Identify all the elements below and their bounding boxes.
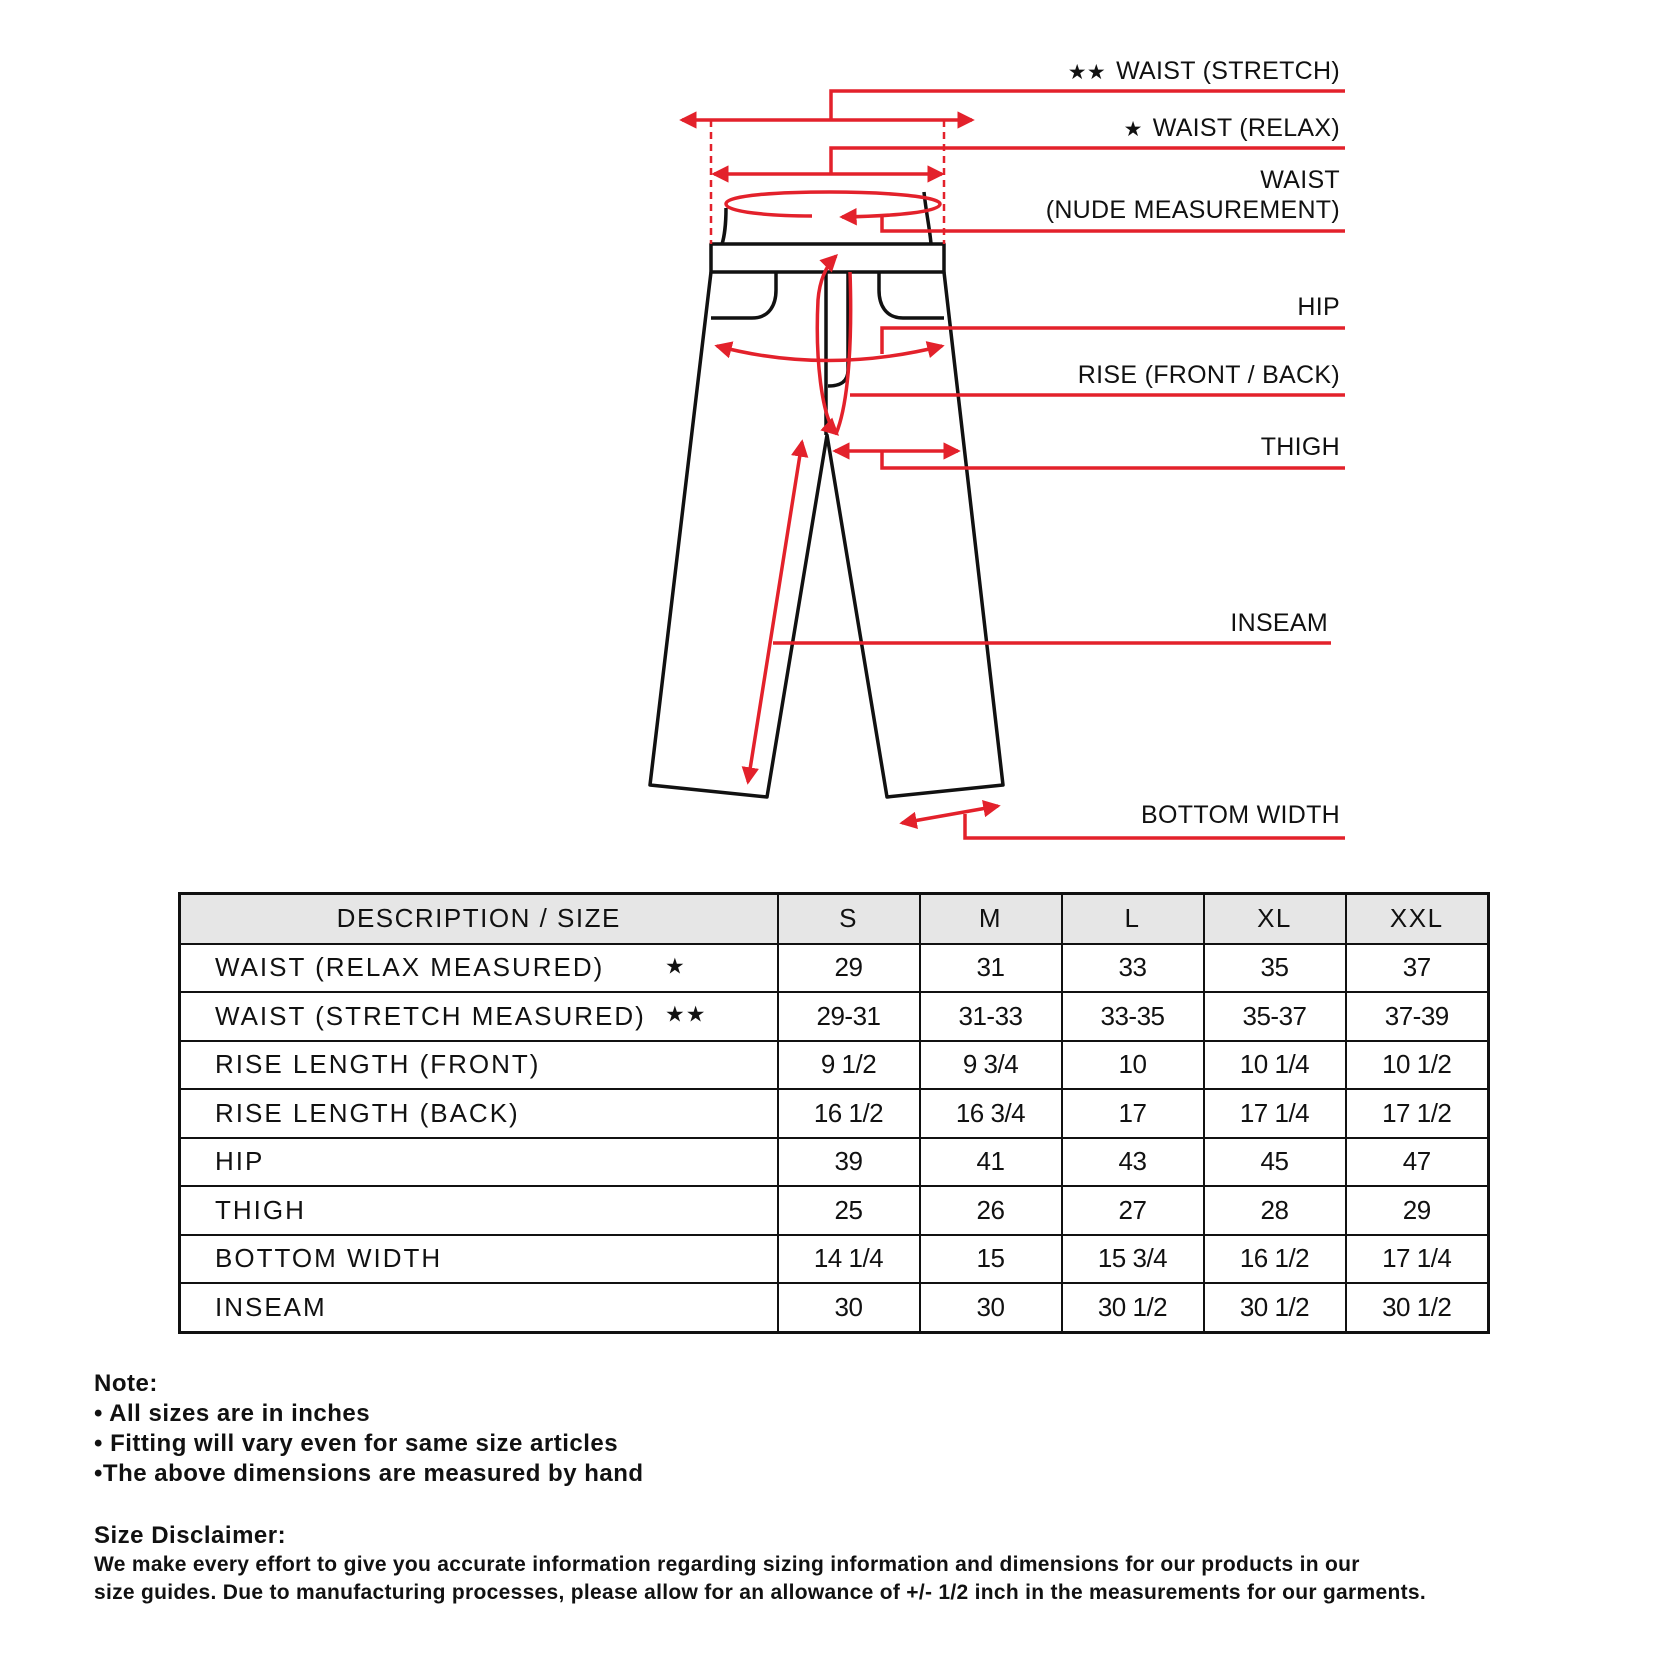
cell-value: 29 [778, 944, 920, 993]
row-description: RISE LENGTH (BACK) [180, 1089, 778, 1138]
star-icon: ★ [665, 953, 686, 979]
cell-value: 47 [1346, 1138, 1489, 1187]
table-row [180, 1089, 1489, 1138]
size-disclaimer [94, 1521, 1594, 1607]
cell-value: 14 1/4 [778, 1235, 920, 1284]
table-row [180, 1235, 1489, 1284]
cell-value: 16 1/2 [778, 1089, 920, 1138]
row-description: BOTTOM WIDTH [180, 1235, 778, 1284]
table-row [180, 1186, 1489, 1235]
cell-value: 45 [1204, 1138, 1346, 1187]
header-size-s: S [778, 894, 920, 944]
cell-value: 9 3/4 [920, 1041, 1062, 1090]
pants-outline [650, 192, 1003, 797]
header-size-xxl: XXL [1346, 894, 1489, 944]
disclaimer-line: size guides. Due to manufacturing processes, please allow for an allowance of +/- 1/2 inch in the measurements for our garments. [94, 1581, 1426, 1604]
cell-value: 33-35 [1062, 992, 1204, 1041]
label-waist-nude-line1: WAIST [1260, 166, 1340, 194]
note-item: • Fitting will vary even for same size articles [94, 1430, 619, 1457]
note-item: •The above dimensions are measured by hand [94, 1460, 644, 1487]
cell-value: 10 [1062, 1041, 1204, 1090]
notes-section [94, 1369, 644, 1489]
label-waist-nude [1046, 165, 1340, 225]
row-description: INSEAM [180, 1283, 778, 1332]
table-header-row [180, 894, 1489, 944]
label-waist-nude-line2: (NUDE MEASUREMENT) [1045, 196, 1340, 224]
row-description: THIGH [180, 1186, 778, 1235]
header-size-l: L [1062, 894, 1204, 944]
disclaimer-title: Size Disclaimer: [94, 1522, 287, 1549]
cell-value: 17 [1062, 1089, 1204, 1138]
label-bottom-width: BOTTOM WIDTH [1141, 801, 1340, 829]
label-hip: HIP [1297, 293, 1340, 321]
size-chart-table [178, 892, 1490, 1334]
cell-value: 15 3/4 [1062, 1235, 1204, 1284]
star-icon: ★ [1123, 118, 1143, 141]
double-star-icon: ★★ [1067, 61, 1107, 84]
table-row [180, 1283, 1489, 1332]
bottom-width-arrow [902, 806, 998, 823]
cell-value: 28 [1204, 1186, 1346, 1235]
cell-value: 30 [920, 1283, 1062, 1332]
header-description: DESCRIPTION / SIZE [180, 894, 778, 944]
hip-arrow [717, 346, 942, 361]
double-star-icon: ★★ [665, 1001, 707, 1027]
cell-value: 39 [778, 1138, 920, 1187]
note-item: • All sizes are in inches [94, 1400, 371, 1427]
row-description-text: WAIST (STRETCH MEASURED) [215, 1000, 646, 1031]
label-rise: RISE (FRONT / BACK) [1077, 361, 1340, 389]
cell-value: 30 [778, 1283, 920, 1332]
row-description [180, 944, 778, 993]
cell-value: 33 [1062, 944, 1204, 993]
table-row [180, 944, 1489, 993]
table-row [180, 992, 1489, 1041]
label-thigh: THIGH [1260, 433, 1340, 461]
disclaimer-line: We make every effort to give you accurate information regarding sizing information and dimensions for our products in our [94, 1553, 1360, 1576]
header-size-m: M [920, 894, 1062, 944]
label-waist-relax [1124, 113, 1340, 145]
cell-value: 29 [1346, 1186, 1489, 1235]
cell-value: 37-39 [1346, 992, 1489, 1041]
label-waist-relax-text: WAIST (RELAX) [1152, 114, 1340, 142]
label-inseam: INSEAM [1230, 609, 1328, 637]
row-description: HIP [180, 1138, 778, 1187]
cell-value: 41 [920, 1138, 1062, 1187]
cell-value: 35 [1204, 944, 1346, 993]
cell-value: 16 3/4 [920, 1089, 1062, 1138]
cell-value: 17 1/2 [1346, 1089, 1489, 1138]
cell-value: 43 [1062, 1138, 1204, 1187]
notes-title: Note: [94, 1370, 158, 1397]
table-row [180, 1041, 1489, 1090]
cell-value: 35-37 [1204, 992, 1346, 1041]
row-description [180, 992, 778, 1041]
label-waist-stretch-text: WAIST (STRETCH) [1116, 57, 1340, 85]
label-waist-stretch [1068, 56, 1340, 88]
cell-value: 10 1/4 [1204, 1041, 1346, 1090]
cell-value: 16 1/2 [1204, 1235, 1346, 1284]
cell-value: 17 1/4 [1204, 1089, 1346, 1138]
cell-value: 27 [1062, 1186, 1204, 1235]
cell-value: 30 1/2 [1204, 1283, 1346, 1332]
inseam-arrow [748, 442, 802, 782]
header-size-xl: XL [1204, 894, 1346, 944]
cell-value: 31 [920, 944, 1062, 993]
cell-value: 37 [1346, 944, 1489, 993]
cell-value: 31-33 [920, 992, 1062, 1041]
cell-value: 25 [778, 1186, 920, 1235]
cell-value: 29-31 [778, 992, 920, 1041]
cell-value: 10 1/2 [1346, 1041, 1489, 1090]
cell-value: 9 1/2 [778, 1041, 920, 1090]
cell-value: 15 [920, 1235, 1062, 1284]
cell-value: 30 1/2 [1346, 1283, 1489, 1332]
row-description: RISE LENGTH (FRONT) [180, 1041, 778, 1090]
cell-value: 17 1/4 [1346, 1235, 1489, 1284]
table-row [180, 1138, 1489, 1187]
row-description-text: WAIST (RELAX MEASURED) [215, 952, 605, 983]
cell-value: 30 1/2 [1062, 1283, 1204, 1332]
waist-nude-ellipse [726, 192, 940, 217]
cell-value: 26 [920, 1186, 1062, 1235]
